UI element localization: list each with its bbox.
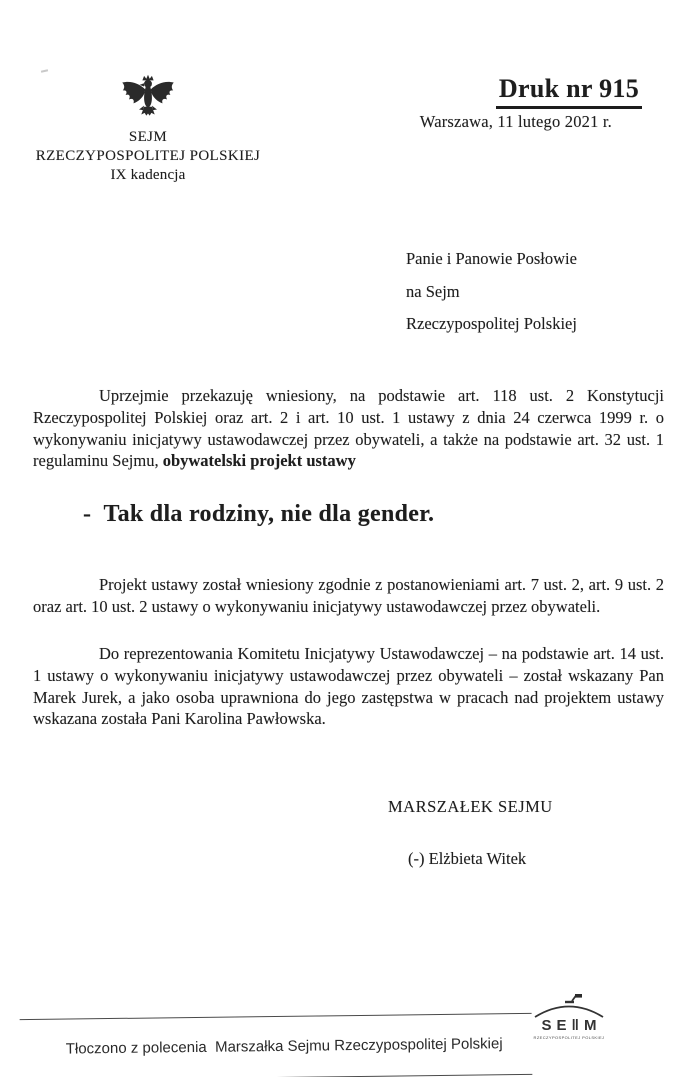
paragraph-1-text: Uprzejmie przekazuję wniesiony, na podstawie art. 118 ust. 2 Konstytucji Rzeczypospolitej Polskiej oraz art. 2 i art. 10 ust. 1 ustawy z dnia 24 czerwca 1999 r. o wykonywaniu inicjatywy ustawodawczej przez obywateli, a także na podstawie art. 32 ust. 1 regulaminu Sejmu, — [33, 386, 664, 471]
scan-artifact — [41, 69, 48, 72]
print-number: Druk nr 915 — [496, 74, 642, 109]
addressee-line: Panie i Panowie Posłowie — [406, 249, 577, 268]
body-paragraph-1 — [33, 385, 664, 472]
sejm-logo — [531, 994, 607, 1040]
body-paragraph-3: Do reprezentowania Komitetu Inicjatywy Ustawodawczej – na podstawie art. 14 ust. 1 ustawy o wykonywaniu inicjatywy ustawodawczej przez obywateli – został wskazany Pan Marek Jurek, a jako osoba uprawniona do jego zastępstwa w pracach nad projektem ustawy wskazana została Pani Karolina Pawłowska. — [33, 644, 664, 729]
polish-eagle-emblem-icon — [20, 74, 276, 128]
place-and-date: Warszawa, 11 lutego 2021 r. — [419, 112, 612, 131]
bill-title: - Tak dla rodziny, nie dla gender. — [83, 501, 435, 527]
sejm-dome-icon — [531, 994, 607, 1018]
addressee-line: Rzeczypospolitej Polskiej — [406, 314, 577, 333]
imprint-bar — [20, 1013, 533, 1077]
imprint-note: Tłoczono z polecenia Marszałka Sejmu Rzeczypospolitej Polskiej — [65, 1035, 503, 1058]
signature-role: MARSZAŁEK SEJMU — [388, 797, 553, 816]
institution-name-line1: SEJM — [128, 129, 168, 145]
addressee-line: na Sejm — [406, 281, 460, 301]
paragraph-1-bold-suffix: obywatelski projekt ustawy — [162, 451, 356, 471]
institution-term: IX kadencja — [110, 167, 186, 183]
sejm-logo-subtext: RZECZYPOSPOLITEJ POLSKIEJ — [533, 1035, 605, 1040]
addressee-block — [406, 243, 577, 341]
institution-name-line2: RZECZYPOSPOLITEJ POLSKIEJ — [35, 148, 261, 164]
letterhead — [20, 74, 276, 185]
sejm-logo-letters: SE‖M — [541, 1017, 602, 1034]
document-header-right — [380, 74, 642, 132]
signature-name: (-) Elżbieta Witek — [408, 849, 527, 868]
body-paragraph-2: Projekt ustawy został wniesiony zgodnie z postanowieniami art. 7 ust. 2, art. 9 ust. 2 oraz art. 10 ust. 2 ustawy o wykonywaniu inicjatywy ustawodawczej przez obywateli. — [33, 575, 664, 616]
